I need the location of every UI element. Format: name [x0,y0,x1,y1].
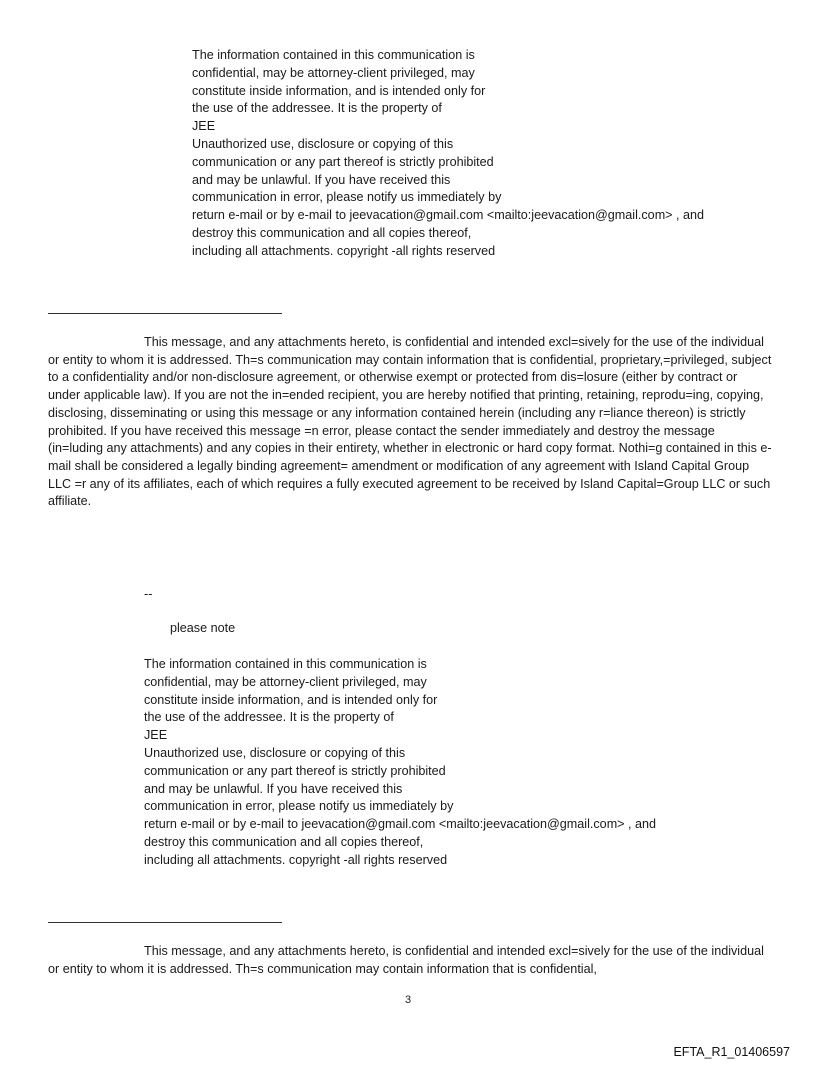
notice-line: the use of the addressee. It is the property of [144,710,394,725]
notice-line: including all attachments. copyright -all rights reserved [192,243,496,258]
notice-line: constitute inside information, and is intended only for [144,692,438,707]
notice-line: communication in error, please notify us immediately by [192,190,502,205]
notice-line: JEE [192,119,216,134]
notice-line: communication in error, please notify us immediately by [144,799,454,814]
notice-line: constitute inside information, and is intended only for [192,83,486,98]
notice-line: communication or any part thereof is strictly prohibited [192,154,494,169]
notice-line: and may be unlawful. If you have received this [192,172,451,187]
notice-line: Unauthorized use, disclosure or copying of this [144,745,406,760]
notice-line: Unauthorized use, disclosure or copying of this [192,136,454,151]
notice-line: return e-mail or by e-mail to jeevacation@gmail.com <mailto:jeevacation@gmail.com> , and [192,208,705,223]
notice-line: The information contained in this communication is [144,657,427,671]
confidentiality-notice-2 [144,656,656,870]
notice-line: return e-mail or by e-mail to jeevacation@gmail.com <mailto:jeevacation@gmail.com> , and [144,817,657,832]
horizontal-rule [48,313,282,314]
notice-line: communication or any part thereof is strictly prohibited [144,763,446,778]
notice-line: confidential, may be attorney-client privileged, may [144,674,427,689]
notice-line: and may be unlawful. If you have received this [144,781,403,796]
confidentiality-notice-1 [192,47,704,261]
horizontal-rule [48,922,282,923]
disclaimer-paragraph-1: This message, and any attachments hereto, is confidential and intended excl=sively for the use of the individual or entity to whom it is addressed. Th=s communication may contain information that is confidential, proprietary,=privileged, subject to a confidentiality and/or non-disclosure agreement, or otherwise exempt or protected from dis=losure (either by contract or under applicable law). If you are not the in=ended recipient, you are hereby notified that printing, retaining, reprodu=ing, copying, disclosing, disseminating or using this message or any information contained herein (including any r=liance thereon) is strictly prohibited. If you have received this message =n error, please contact the sender immediately and destroy the message (in=luding any attachments) and any copies in their entirety, whether in electronic or hard copy format. Nothi=g contained in this e-mail shall be considered a legally binding agreement= amendment or modification of any agreement with Island Capital Group LLC =r any of its affiliates, each of which requires a fully executed agreement to be received by Island Capital=Group LLC or such affiliate. [48,335,772,509]
notice-line: destroy this communication and all copies thereof, [192,225,472,240]
please-note-text: please note [170,621,236,635]
signature-separator: -- [144,587,153,601]
notice-line: including all attachments. copyright -all rights reserved [144,852,448,867]
notice-line: confidential, may be attorney-client privileged, may [192,65,475,80]
notice-line: The information contained in this communication is [192,48,475,62]
page-number: 3 [404,994,412,1006]
notice-line: the use of the addressee. It is the property of [192,101,442,116]
bates-number: EFTA_R1_01406597 [673,1045,790,1059]
disclaimer-paragraph-2: This message, and any attachments hereto, is confidential and intended excl=sively for the use of the individual or entity to whom it is addressed. Th=s communication may contain information that is confidential, [48,944,764,976]
notice-line: destroy this communication and all copies thereof, [144,834,424,849]
notice-line: JEE [144,728,168,743]
